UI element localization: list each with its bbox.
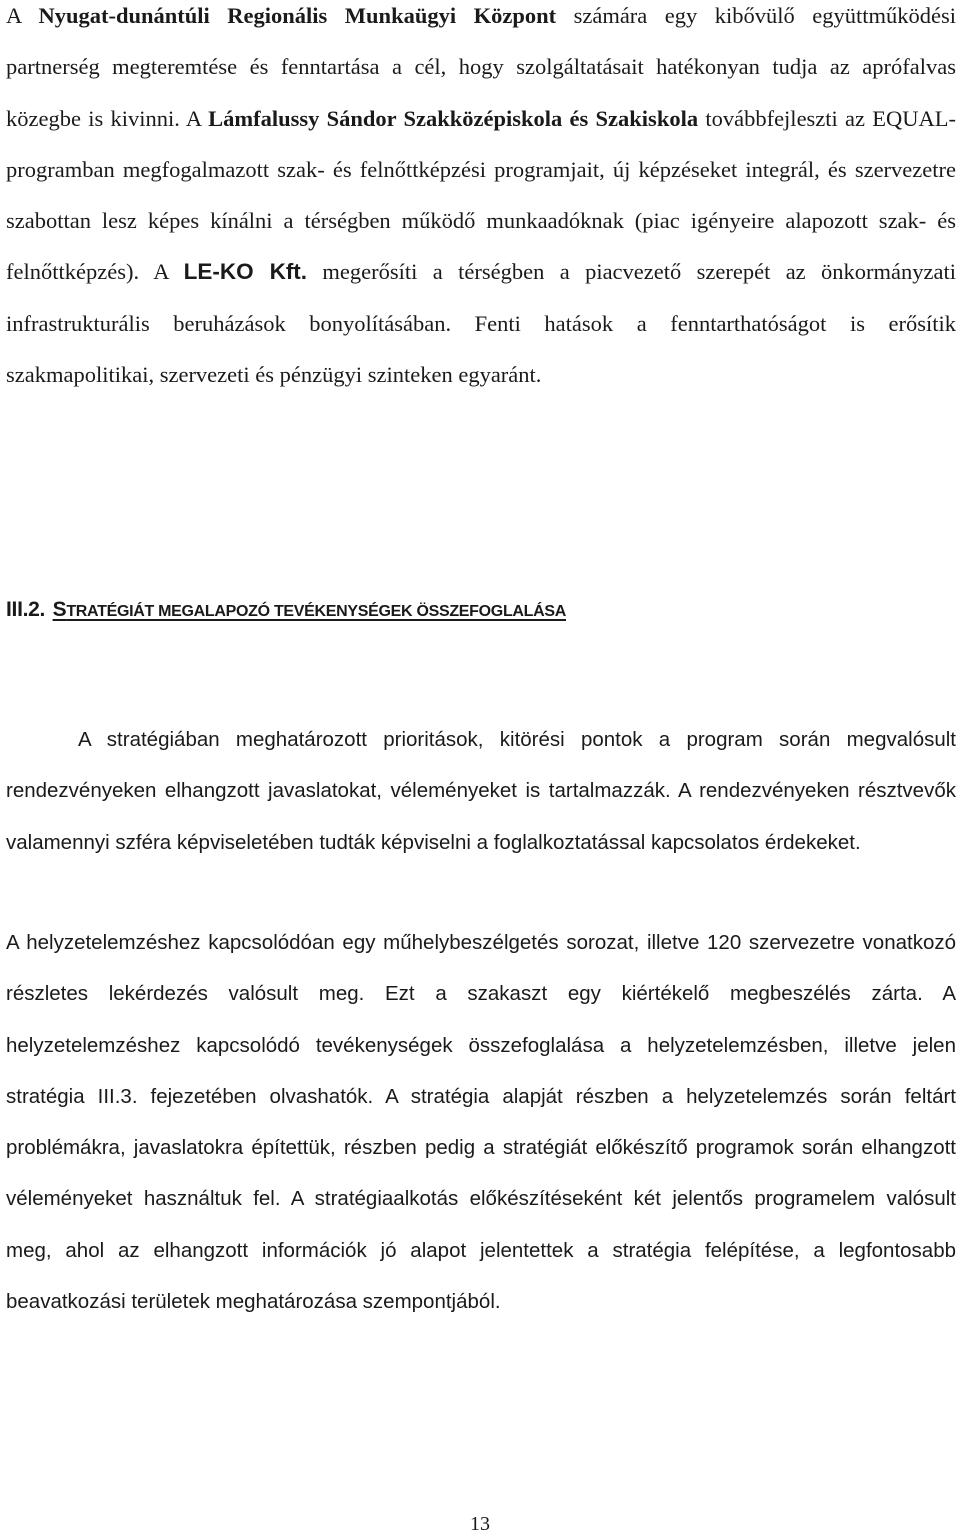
paragraph-text: számára egy kibővülő együttműködési partnerség megteremtése és fenntartása a cél, hogy szolgáltatásait hatékonyan tudja az aprófalvas közegbe is kivinni. A <box>6 3 956 131</box>
paragraph-text: A <box>6 3 39 28</box>
section-title: STRATÉGIÁT MEGALAPOZÓ TEVÉKENYSÉGEK ÖSSZEFOGLALÁSA <box>52 598 567 621</box>
page-number: 13 <box>470 1513 490 1535</box>
org-name-lamfalussy-school: Lámfalussy Sándor Szakközépiskola és Szakiskola <box>208 105 699 131</box>
paragraph-analysis: A helyzetelemzéshez kapcsolódóan egy műhelybeszélgetés sorozat, illetve 120 szervezetre vonatkozó részletes lekérdezés valósult meg. Ezt a szakaszt egy kiértékelő megbeszélés zárta. A helyzetelemzéshez kapcsolódó tevékenységek összefoglalása a helyzetelemzésben, illetve jelen stratégia III.3. fejezetében olvashatók. A stratégia alapját részben a helyzetelemzés során feltárt problémákra, javaslatokra építettük, részben pedig a stratégiát előkészítő programok során elhangzott véleményeket használtuk fel. A stratégiaalkotás előkészítéseként két jelentős programelem valósult meg, ahol az elhangzott információk jó alapot jelentettek a stratégia felépítése, a legfontosabb beavatkozási területek meghatározása szempontjából. <box>6 931 956 1314</box>
section-number: III.2. <box>6 598 46 621</box>
org-name-le-ko: LE-KO Kft. <box>183 259 308 285</box>
paragraph-priorities: A stratégiában meghatározott prioritások, kitörési pontok a program során megvalósult rendezvényeken elhangzott javaslatokat, véleményeket is tartalmazzák. A rendezvényeken résztvevők valamennyi szféra képviseletében tudták képviselni a foglalkoztatással kapcsolatos érdekeket. <box>6 728 956 854</box>
paragraph-partnership <box>6 0 956 400</box>
section-heading <box>6 598 566 622</box>
paragraph-text: továbbfejleszti az EQUAL-programban megfogalmazott szak- és felnőttképzési programjait, új képzéseket integrál, és szervezetre szabottan lesz képes kínálni a térségben működő munkaadóknak (piac igényeire alapozott szak- és felnőttképzés). A <box>6 105 956 285</box>
org-name-munkaugyi-kozpont: Nyugat-dunántúli Regionális Munkaügyi Központ <box>38 3 557 28</box>
paragraph-text: megerősíti a térségben a piacvezető szerepét az önkormányzati infrastrukturális beruházások bonyolításában. Fenti hatások a fenntarthatóságot is erősítik szakmapolitikai, szervezeti és pénzügyi szinteken egyaránt. <box>6 259 956 388</box>
